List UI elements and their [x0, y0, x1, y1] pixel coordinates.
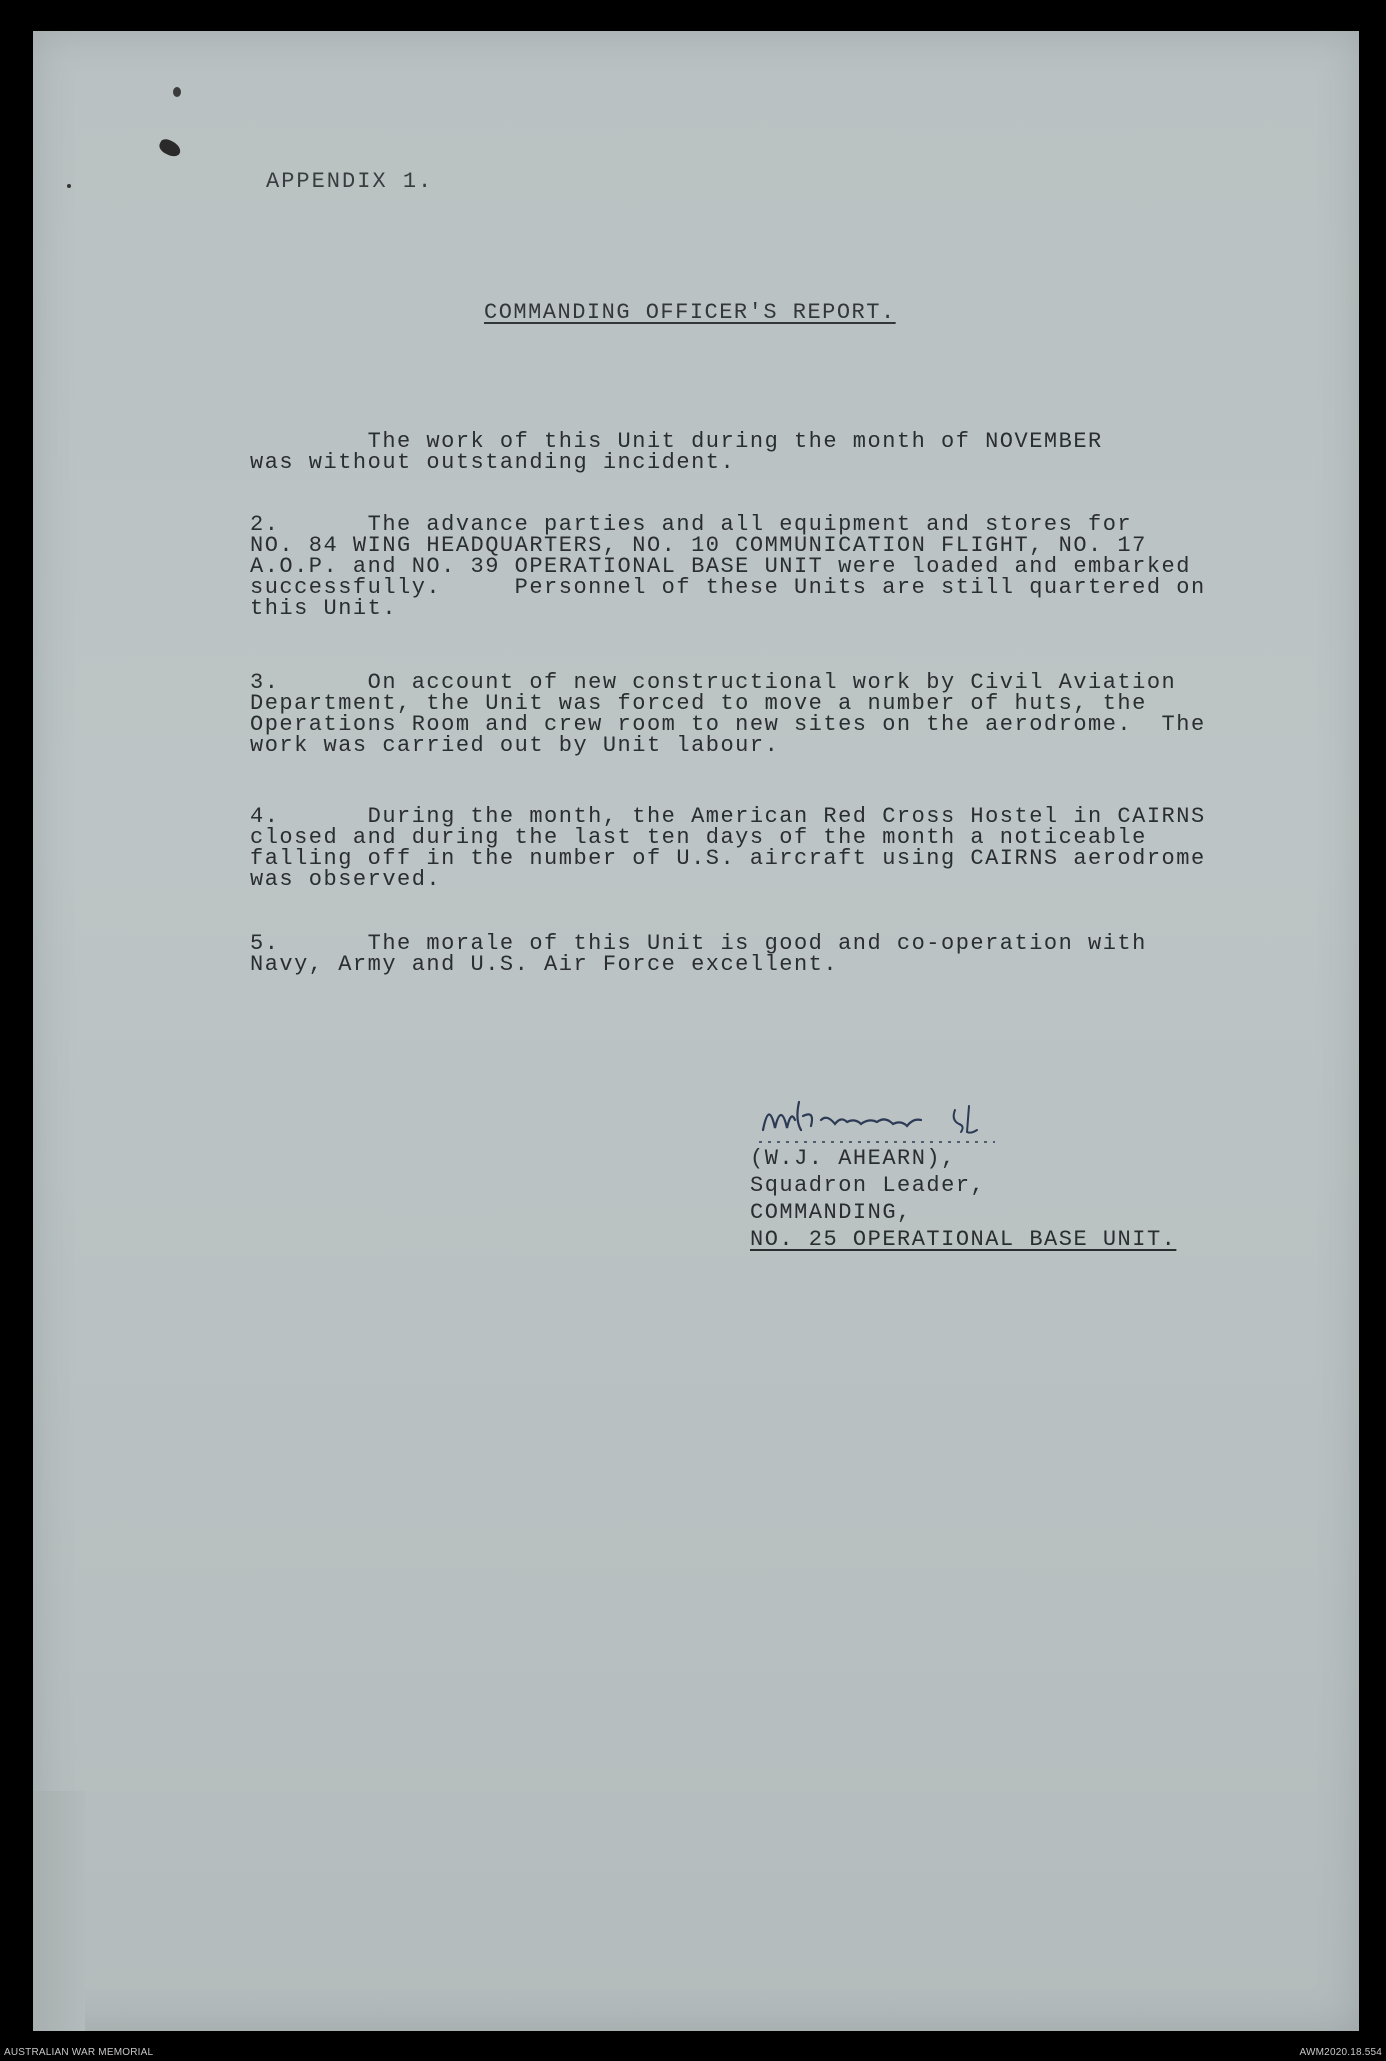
- handwritten-signature: [755, 1090, 1025, 1150]
- paragraph-2: 2. The advance parties and all equipment and stores for NO. 84 WING HEADQUARTERS, NO. 10 COMMUNICATION FLIGHT, NO. 17 A.O.P. and NO. 39 OPERATIONAL BASE UNIT were loaded and embarked successfully. Personnel of these Units are still quartered on this Unit.: [250, 512, 1206, 621]
- paragraph-3: 3. On account of new constructional work by Civil Aviation Department, the Unit was forced to move a number of huts, the Operations Room and crew room to new sites on the aerodrome. The work was carried out by Unit labour.: [250, 670, 1206, 758]
- signature-block: [750, 1145, 1176, 1253]
- ink-spot: [173, 87, 181, 97]
- signatory-role: COMMANDING,: [750, 1200, 912, 1225]
- footer-accession-number: AWM2020.18.554: [1299, 2047, 1382, 2058]
- signatory-name: (W.J. AHEARN),: [750, 1146, 956, 1171]
- appendix-label: APPENDIX 1.: [266, 169, 434, 194]
- signatory-unit: NO. 25 OPERATIONAL BASE UNIT.: [750, 1227, 1177, 1252]
- document-page: [33, 31, 1359, 2031]
- report-title: COMMANDING OFFICER'S REPORT.: [484, 300, 896, 325]
- signatory-rank: Squadron Leader,: [750, 1173, 986, 1198]
- paragraph-1: The work of this Unit during the month of NOVEMBER was without outstanding incident.: [250, 429, 1103, 475]
- paper-worn-edge: [33, 1791, 85, 2031]
- paragraph-4: 4. During the month, the American Red Cross Hostel in CAIRNS closed and during the last ten days of the month a noticeable falling off in the number of U.S. aircraft using CAIRNS aerodrome was observed.: [250, 804, 1206, 892]
- ink-smudge: [157, 137, 183, 159]
- ink-dot: [67, 184, 71, 188]
- paragraph-5: 5. The morale of this Unit is good and co-operation with Navy, Army and U.S. Air Force excellent.: [250, 931, 1147, 977]
- footer-institution: AUSTRALIAN WAR MEMORIAL: [4, 2047, 154, 2058]
